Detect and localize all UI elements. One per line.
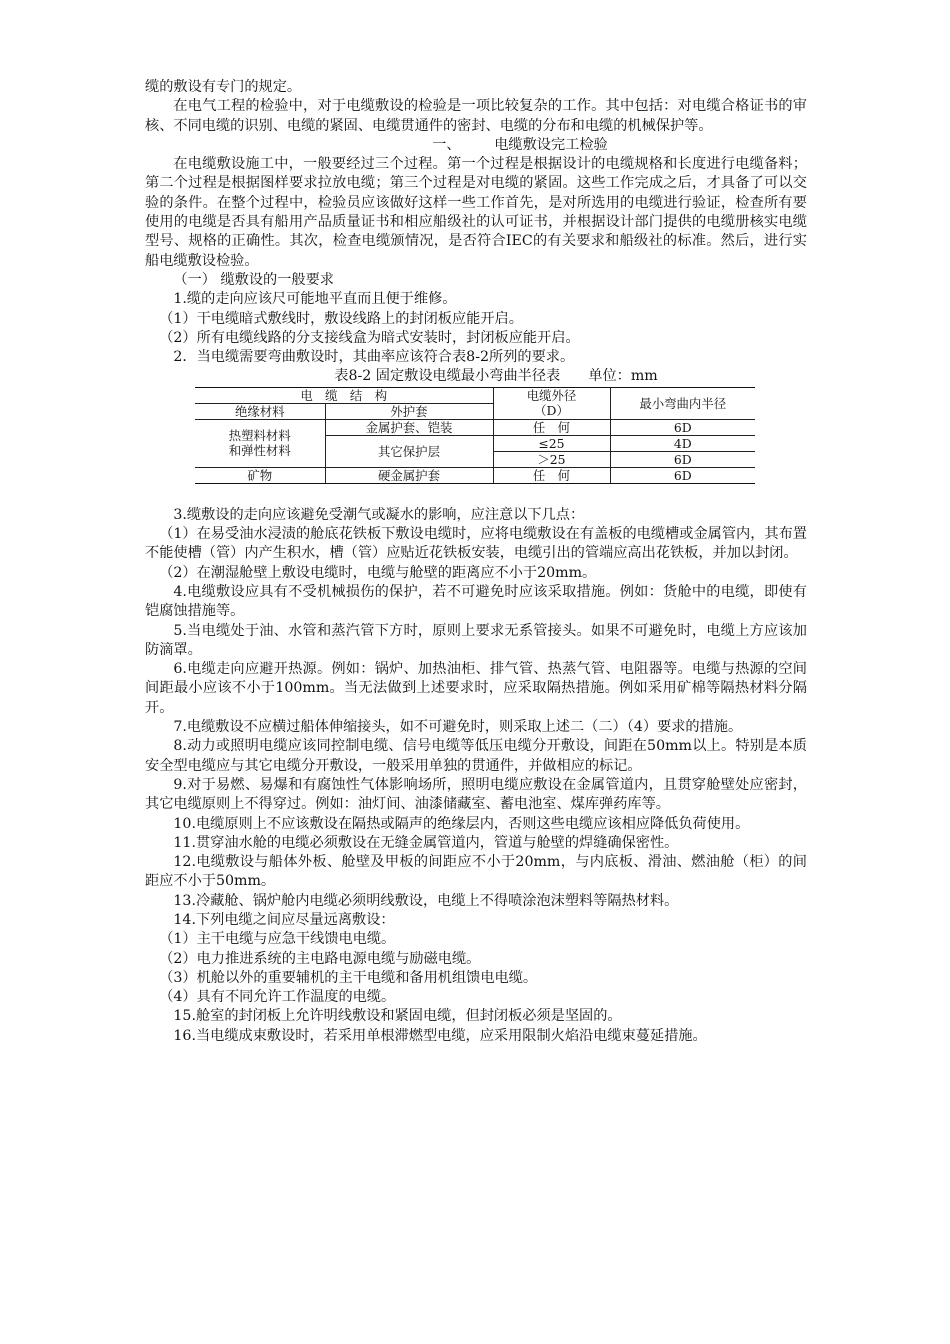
header-min-bend-radius: 最小弯曲内半径 (610, 387, 755, 419)
rule-12: 12.电缆敷设与船体外板、舱壁及甲板的间距应不小于20mm，与内底板、滑油、燃油舱（柜）的间距应不小于50mm。 (145, 854, 807, 890)
section-number: 一、 (432, 136, 461, 153)
header-insulation: 绝缘材料 (195, 403, 325, 419)
rule-11: 11.贯穿油水舱的电缆必须敷设在无缝金属管道内，管道与舱壁的焊缝确保密性。 (173, 834, 679, 851)
header-sheath: 外护套 (325, 403, 493, 419)
rule-4: 4.电缆敷设应具有不受机械损伤的保护，若不可避免时应该采取措施。例如：货舱中的电缆，即使有铠腐蚀措施等。 (145, 583, 807, 620)
rule-15: 15.舱室的封闭板上允许明线敷设和紧固电缆，但封闭板必须是坚固的。 (173, 1008, 622, 1025)
rule-7: 7.电缆敷设不应横过船体伸缩接头，如不可避免时，则采取上述二（二）（4）要求的措施。 (173, 719, 743, 736)
rule-14-item-3: （3）机舱以外的重要辅机的主干电缆和备用机组馈电电缆。 (159, 969, 538, 986)
document-page (145, 78, 807, 1046)
rule-1-item-2: （2）所有电缆线路的分支接线盒为暗式安装时，封闭板应能开启。 (159, 329, 580, 346)
cell-insulation-group (195, 419, 325, 467)
insulation-group-line2: 和弹性材料 (228, 443, 291, 459)
bending-radius-table (195, 387, 755, 484)
rule-14: 14.下列电缆之间应尽量远离敷设： (173, 911, 395, 928)
cell-radius: 6D (610, 467, 755, 483)
rule-14-item-2: （2）电力推进系统的主电路电源电缆与励磁电缆。 (159, 950, 481, 967)
rule-14-item-1: （1）主干电缆与应急干线馈电电缆。 (159, 931, 396, 948)
rule-6: 6.电缆走向应避开热源。例如：锅炉、加热油柜、排气管、热蒸气管、电阻器等。电缆与热源的空间间距最小应该不小于100mm。当无法做到上述要求时，应采取隔热措施。例如采用矿棉等隔热材料分隔开。 (145, 661, 807, 716)
cell-sheath: 金属护套、铠装 (325, 419, 493, 435)
rule-14-item-4: （4）具有不同允许工作温度的电缆。 (159, 989, 396, 1006)
rule-13: 13.冷藏舱、锅炉舱内电缆必须明线敷设，电缆上不得喷涂泡沫塑料等隔热材料。 (173, 892, 679, 909)
cell-radius: 4D (610, 435, 755, 451)
cell-radius: 6D (610, 419, 755, 435)
table-row (195, 419, 755, 435)
section-title: 电缆敷设完工检验 (494, 136, 608, 153)
cell-diameter: ＞25 (493, 451, 610, 467)
table-caption-unit: 单位：mm (588, 368, 658, 385)
cell-sheath: 其它保护层 (325, 435, 493, 467)
table-caption-title: 表8-2 固定敷设电缆最小弯曲半径表 (334, 368, 561, 385)
paragraph-laying-process: 在电缆敷设施工中，一般要经过三个过程。第一个过程是根据设计的电缆规格和长度进行电缆备料；第二个过程是根据图样要求拉放电缆；第三个过程是对电缆的紧固。这些工作完成之后，才具备了可以交验的条件。在整个过程中，检验员应该做好这样一些工作首先，是对所选用的电缆进行验证，检查所有要使用的电缆是否具有船用产品质量证书和相应船级社的认可证书，并根据设计部门提供的电缆册核实电缆型号、规格的正确性。其次，检查电缆颁情况，是否符合IEC的有关要求和船级社的标准。然后，进行实船电缆敷设检验。 (145, 156, 807, 269)
rule-1: 1.缆的走向应该尺可能地平直而且便于维修。 (173, 291, 457, 308)
cell-sheath: 硬金属护套 (325, 467, 493, 483)
table-spacer (145, 484, 807, 506)
paragraph-intro-continuation: 缆的敷设有专门的规定。 (145, 79, 302, 95)
rule-9: 9.对于易燃、易爆和有腐蚀性气体影响场所，照明电缆应敷设在金属管道内，且贯穿舱壁处应密封，其它电缆原则上不得穿过。例如：油灯间、油漆储藏室、蓄电池室、煤库弹药库等。 (145, 776, 807, 813)
header-outer-diameter-line2: （D） (534, 403, 569, 419)
rule-3: 3.缆敷设的走向应该避免受潮气或凝水的影响，应注意以下几点： (173, 506, 585, 523)
rule-8: 8.动力或照明电缆应该同控制电缆、信号电缆等低压电缆分开敷设，间距在50mm以上。特别是本质安全型电缆应与其它电缆分开敷设，一般采用单独的贯通件，并做相应的标记。 (145, 738, 807, 774)
header-cable-structure: 电 缆 结 构 (195, 387, 493, 403)
cell-radius: 6D (610, 451, 755, 467)
rule-16: 16.当电缆成束敷设时，若采用单根滞燃型电缆，应采用限制火焰沿电缆束蔓延措施。 (173, 1027, 707, 1044)
insulation-group-line1: 热塑料材料 (228, 428, 291, 444)
rule-3-item-2: （2）在潮湿舱壁上敷设电缆时，电缆与舱壁的距离应不小于20mm。 (159, 564, 597, 581)
header-outer-diameter-line1: 电缆外径 (526, 388, 577, 404)
table-header-row (195, 387, 755, 403)
subheading-general-requirements: （一） 缆敷设的一般要求 (173, 271, 334, 288)
table-caption (145, 367, 807, 386)
cell-insulation: 矿物 (195, 467, 325, 483)
rule-1-item-1: （1）干电缆暗式敷线时，敷设线路上的封闭板应能开启。 (159, 310, 523, 327)
header-outer-diameter (493, 387, 610, 419)
rule-2: 2．当电缆需要弯曲敷设时，其曲率应该符合表8-2所列的要求。 (173, 349, 575, 366)
rule-3-item-1: （1）在易受油水浸渍的舱底花铁板下敷设电缆时，应将电缆敷设在有盖板的电缆槽或金属管内，其布置不能使槽（管）内产生积水，槽（管）应贴近花铁板安装，电缆引出的管端应高出花铁板，并加以封闭。 (145, 526, 807, 562)
rule-10: 10.电缆原则上不应该敷设在隔热或隔声的绝缘层内，否则这些电缆应该相应降低负荷使用。 (173, 815, 750, 832)
rule-5: 5.当电缆处于油、水管和蒸汽管下方时，原则上要求无系管接头。如果不可避免时，电缆上方应该加防滴罩。 (145, 622, 807, 658)
cell-diameter: ≤25 (493, 435, 610, 451)
cell-diameter: 任 何 (493, 467, 610, 483)
cell-diameter: 任 何 (493, 419, 610, 435)
paragraph-inspection-overview: 在电气工程的检验中，对于电缆敷设的检验是一项比较复杂的工作。其中包括：对电缆合格证书的审核、不同电缆的识别、电缆的紧固、电缆贯通件的密封、电缆的分布和电缆的机械保护等。 (145, 98, 807, 134)
section-heading (145, 136, 807, 155)
table-row (195, 467, 755, 483)
